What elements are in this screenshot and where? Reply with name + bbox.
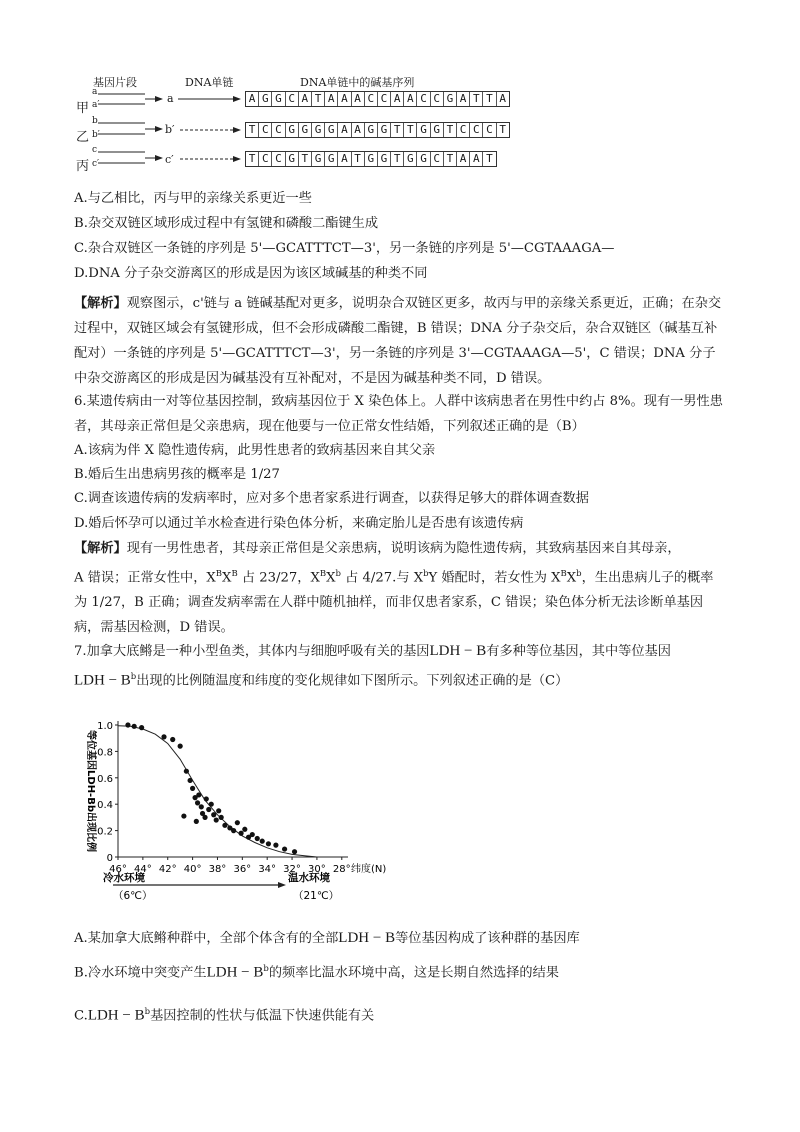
base-cell: T [404, 123, 417, 137]
strand-label: a [167, 92, 174, 105]
base-cell: G [431, 123, 444, 137]
sup: b [144, 1007, 151, 1017]
base-cell: A [457, 152, 470, 166]
text: 等位基因构成了该种群的基因库 [395, 931, 580, 946]
data-point [202, 815, 207, 820]
data-point [260, 839, 265, 844]
sup: b [263, 964, 269, 974]
base-cell: C [417, 92, 430, 106]
strand-label: c′ [165, 153, 174, 166]
q5-option-b: B.杂交双链区域形成过程中有氢键和磷酸二酯键生成 [74, 216, 379, 231]
x-tick-label: 36° [233, 864, 252, 875]
data-point [255, 836, 260, 841]
base-cell: C [378, 92, 391, 106]
base-cell: G [325, 152, 338, 166]
x-tick-label: 42° [158, 864, 177, 875]
text: 出现的比例随温度和纬度的变化规律如下图所示。下列叙述正确的是（C） [136, 673, 569, 689]
x-tick-label: 34° [258, 864, 277, 875]
base-cell: C [272, 123, 285, 137]
y-tick-label: 0.4 [97, 800, 113, 812]
segment-bottom-label: b′ [92, 130, 100, 140]
y-tick-label: 0.6 [97, 773, 113, 785]
base-cell: A [352, 92, 365, 106]
text: X [326, 570, 336, 586]
q5-analysis [74, 291, 724, 391]
base-cell: G [325, 123, 338, 137]
base-cell: G [417, 152, 430, 166]
y-tick-label: 0.2 [97, 826, 113, 838]
text: X [566, 570, 577, 586]
x-tick-label: 30° [308, 864, 326, 875]
base-cell: A [338, 123, 351, 137]
data-point [242, 827, 247, 832]
base-cell: A [391, 92, 404, 106]
q6-analysis-line-2 [74, 565, 714, 587]
base-cell: G [286, 152, 299, 166]
y-tick-label: 1.0 [97, 721, 113, 732]
species-bing: 丙 [76, 159, 90, 174]
base-cell: C [259, 123, 272, 137]
q6-option-c: C.调查该遗传病的发病率时，应对多个患者家系进行调查，以获得足够大的群体调查数据 [74, 491, 589, 506]
base-cell: G [286, 123, 299, 137]
data-point [194, 819, 199, 824]
x-tick-label: 32° [283, 864, 301, 875]
q6-option-a: A.该病为伴 X 隐性遗传病，此男性患者的致病基因来自其父亲 [74, 443, 436, 458]
sup: b [335, 569, 341, 579]
data-point [181, 813, 186, 818]
segment-bottom-label: c′ [92, 159, 100, 169]
segment-top-label: b [92, 116, 98, 126]
base-cell: G [299, 123, 312, 137]
base-cell: T [246, 152, 259, 166]
data-point [204, 796, 209, 801]
segment-top-label: c [92, 145, 98, 155]
text: 有多种等位基因，其中等位基因 [486, 644, 671, 659]
q5-option-d: D.DNA 分子杂交游离区的形成是因为该区域碱基的种类不同 [74, 266, 428, 281]
base-cell: A [246, 92, 259, 106]
data-point [211, 812, 216, 817]
data-point [188, 778, 193, 783]
base-cell: C [365, 92, 378, 106]
q6-stem: 6.某遗传病由一对等位基因控制，致病基因位于 X 染色体上。人群中该病患者在男性中约占 8%。现有一男性患者，其母亲正常但是父亲患病，现在他要与一位正常女性结婚，下列叙述正确的是（B） [74, 394, 723, 434]
base-cell: G [259, 92, 272, 106]
species-jia: 甲 [76, 101, 90, 116]
data-point [199, 804, 204, 809]
base-cell: C [272, 152, 285, 166]
data-point [206, 807, 211, 812]
base-cell: T [391, 123, 404, 137]
data-point [178, 744, 183, 749]
base-cell: G [365, 123, 378, 137]
base-cell: T [444, 123, 457, 137]
base-cell: G [378, 152, 391, 166]
base-cell: C [470, 123, 483, 137]
gene-name: LDH − B [338, 930, 396, 946]
base-cell: G [444, 92, 457, 106]
base-cell: T [246, 123, 259, 137]
q7-stem-line-2 [74, 668, 568, 690]
x-tick-label: 40° [183, 864, 202, 875]
analysis-label: 【解析】 [74, 541, 127, 556]
analysis-label: 【解析】 [74, 296, 127, 311]
base-cell: G [365, 152, 378, 166]
data-point [231, 828, 236, 833]
base-cell: G [272, 92, 285, 106]
y-tick-label: 0.8 [97, 747, 113, 759]
base-cell: T [486, 152, 493, 165]
base-cell: C [286, 92, 299, 106]
ldh-latitude-chart [70, 712, 387, 912]
data-point [273, 843, 278, 848]
header-base-sequence: DNA单链中的碱基序列 [300, 76, 415, 89]
base-cell: C [483, 123, 496, 137]
sup: B [560, 569, 567, 579]
sequence-box-jia [245, 91, 510, 107]
base-cell: A [499, 92, 506, 105]
base-cell: G [312, 152, 325, 166]
data-point [292, 849, 297, 854]
q7-option-b [74, 960, 559, 982]
text: A.某加拿大底鳉种群中，全部个体含有的全部 [74, 931, 339, 946]
cold-label: 冷水环境 [103, 872, 145, 884]
text: 占 23/27，X [237, 570, 320, 586]
data-point [139, 725, 144, 730]
base-cell: A [338, 92, 351, 106]
text: A 错误；正常女性中，X [74, 570, 216, 586]
sup: B [215, 569, 223, 579]
species-yi: 乙 [76, 130, 90, 145]
text: 的频率比温水环境中高，这是长期自然选择的结果 [268, 965, 559, 981]
text: B.冷水环境中突变产生 [74, 965, 207, 981]
base-cell: G [404, 152, 417, 166]
data-point [214, 817, 219, 822]
base-cell: A [404, 92, 417, 106]
base-cell: T [299, 152, 312, 166]
text: X [222, 570, 232, 586]
data-point [190, 786, 195, 791]
data-point [161, 734, 166, 739]
gene-name: LDH − B [74, 672, 131, 689]
x-tick-label: 28° [332, 864, 351, 875]
cold-temp-label: （6℃） [113, 890, 153, 902]
strand-label: b′ [165, 123, 175, 136]
base-cell: A [470, 152, 483, 166]
base-cell: C [431, 152, 444, 166]
base-cell: A [338, 152, 351, 166]
base-cell: T [312, 92, 325, 106]
q5-option-c: C.杂合双链区一条链的序列是 5'—GCATTTCT—3'，另一条链的序列是 5'—CGTAAAGA— [74, 241, 615, 256]
text: ，生出患病儿子的概率 [581, 570, 714, 586]
base-cell: C [259, 152, 272, 166]
data-point [222, 823, 227, 828]
fit-curve [118, 726, 329, 857]
sup: b [130, 672, 137, 682]
base-cell: A [299, 92, 312, 106]
x-tick-label: 44° [133, 864, 152, 875]
text: Y 婚配时，若女性为 X [428, 570, 561, 586]
text: 基因控制的性状与低温下快速供能有关 [150, 1008, 375, 1024]
data-point [216, 808, 221, 813]
sup: b [423, 569, 429, 579]
sequence-box-yi [245, 122, 510, 138]
y-tick-label: 0 [106, 853, 113, 864]
data-point [238, 831, 243, 836]
analysis-text: 观察图示，c'链与 a 链碱基配对更多，说明杂合双链区更多，故丙与甲的亲缘关系更近，正确；在杂交过程中，双链区域会有氢键形成，但不会形成磷酸二酯键，B 错误；DNA 分子杂交后，杂合双链区（碱基互补配对）一条链的序列是 5'—GCATTTCT—3'，另一条链的序列是 3'—CGTAAAGA—5'，C 错误；DNA 分子中杂交游离区的形成是因为碱基没有互补配对，不是因为碱基种类不同，D 错误。 [74, 296, 722, 386]
x-axis-label: 纬度(N) [351, 864, 387, 875]
data-point [250, 832, 255, 837]
q6-option-b: B.婚后生出患病男孩的概率是 1/27 [74, 467, 280, 482]
data-point [219, 815, 224, 820]
data-point [195, 800, 200, 805]
arrow-head-icon [278, 882, 286, 888]
sequence-box-bing [245, 151, 497, 167]
sup: B [319, 569, 327, 579]
x-tick-label: 38° [208, 864, 227, 875]
base-cell: T [352, 152, 365, 166]
q7-stem-line-1 [74, 642, 671, 661]
data-point [235, 820, 240, 825]
q7-option-a [74, 929, 580, 948]
gene-name: LDH − B [206, 964, 264, 981]
data-point [170, 737, 175, 742]
base-cell: T [444, 152, 457, 166]
sup: b [576, 569, 582, 579]
data-point [209, 802, 214, 807]
data-point [196, 792, 201, 797]
text: C. [74, 1008, 88, 1024]
data-point [266, 841, 271, 846]
gene-name: LDH − B [87, 1007, 145, 1024]
data-point [184, 769, 189, 774]
gene-name: LDH − B [429, 643, 487, 659]
header-dna-strand: DNA单链 [185, 76, 234, 89]
data-point [282, 846, 287, 851]
data-point [132, 724, 137, 729]
header-gene-segment: 基因片段 [93, 76, 137, 89]
base-cell: T [470, 92, 483, 106]
text: 7.加拿大底鳉是一种小型鱼类，其体内与细胞呼吸有关的基因 [74, 644, 430, 659]
q6-option-d: D.婚后怀孕可以通过羊水检查进行染色体分析，来确定胎儿是否患有该遗传病 [74, 516, 524, 531]
base-cell: G [417, 123, 430, 137]
base-cell: C [431, 92, 444, 106]
base-cell: T [499, 123, 506, 136]
x-tick-label: 46° [109, 864, 127, 875]
base-cell: G [312, 123, 325, 137]
data-point [125, 722, 130, 727]
analysis-text: 现有一男性患者，其母亲正常但是父亲患病，说明该病为隐性遗传病，其致病基因来自其母亲， [126, 541, 681, 556]
sup: B [231, 569, 238, 579]
q6-analysis-line-3: 为 1/27，B 正确；调查发病率需在人群中随机抽样，而非仅患者家系，C 错误；染色体分析无法诊断单基因病，需基因检测，D 错误。 [74, 595, 704, 635]
base-cell: A [325, 92, 338, 106]
y-axis-label: 等位基因LDH-Bb出现比例 [85, 730, 96, 852]
q7-option-c [74, 1003, 374, 1025]
segment-top-label: a [92, 87, 98, 97]
base-cell: A [352, 123, 365, 137]
base-cell: T [391, 152, 404, 166]
warm-temp-label: （21℃） [293, 890, 340, 902]
q5-option-a: A.与乙相比，丙与甲的亲缘关系更近一些 [74, 191, 312, 206]
base-cell: T [483, 92, 496, 106]
q6-analysis-line-1 [74, 540, 681, 558]
warm-label: 温水环境 [288, 872, 330, 884]
segment-bottom-label: a′ [92, 100, 100, 110]
base-cell: G [378, 123, 391, 137]
text: 占 4/27.与 X [340, 570, 424, 586]
base-cell: A [457, 92, 470, 106]
base-cell: C [457, 123, 470, 137]
